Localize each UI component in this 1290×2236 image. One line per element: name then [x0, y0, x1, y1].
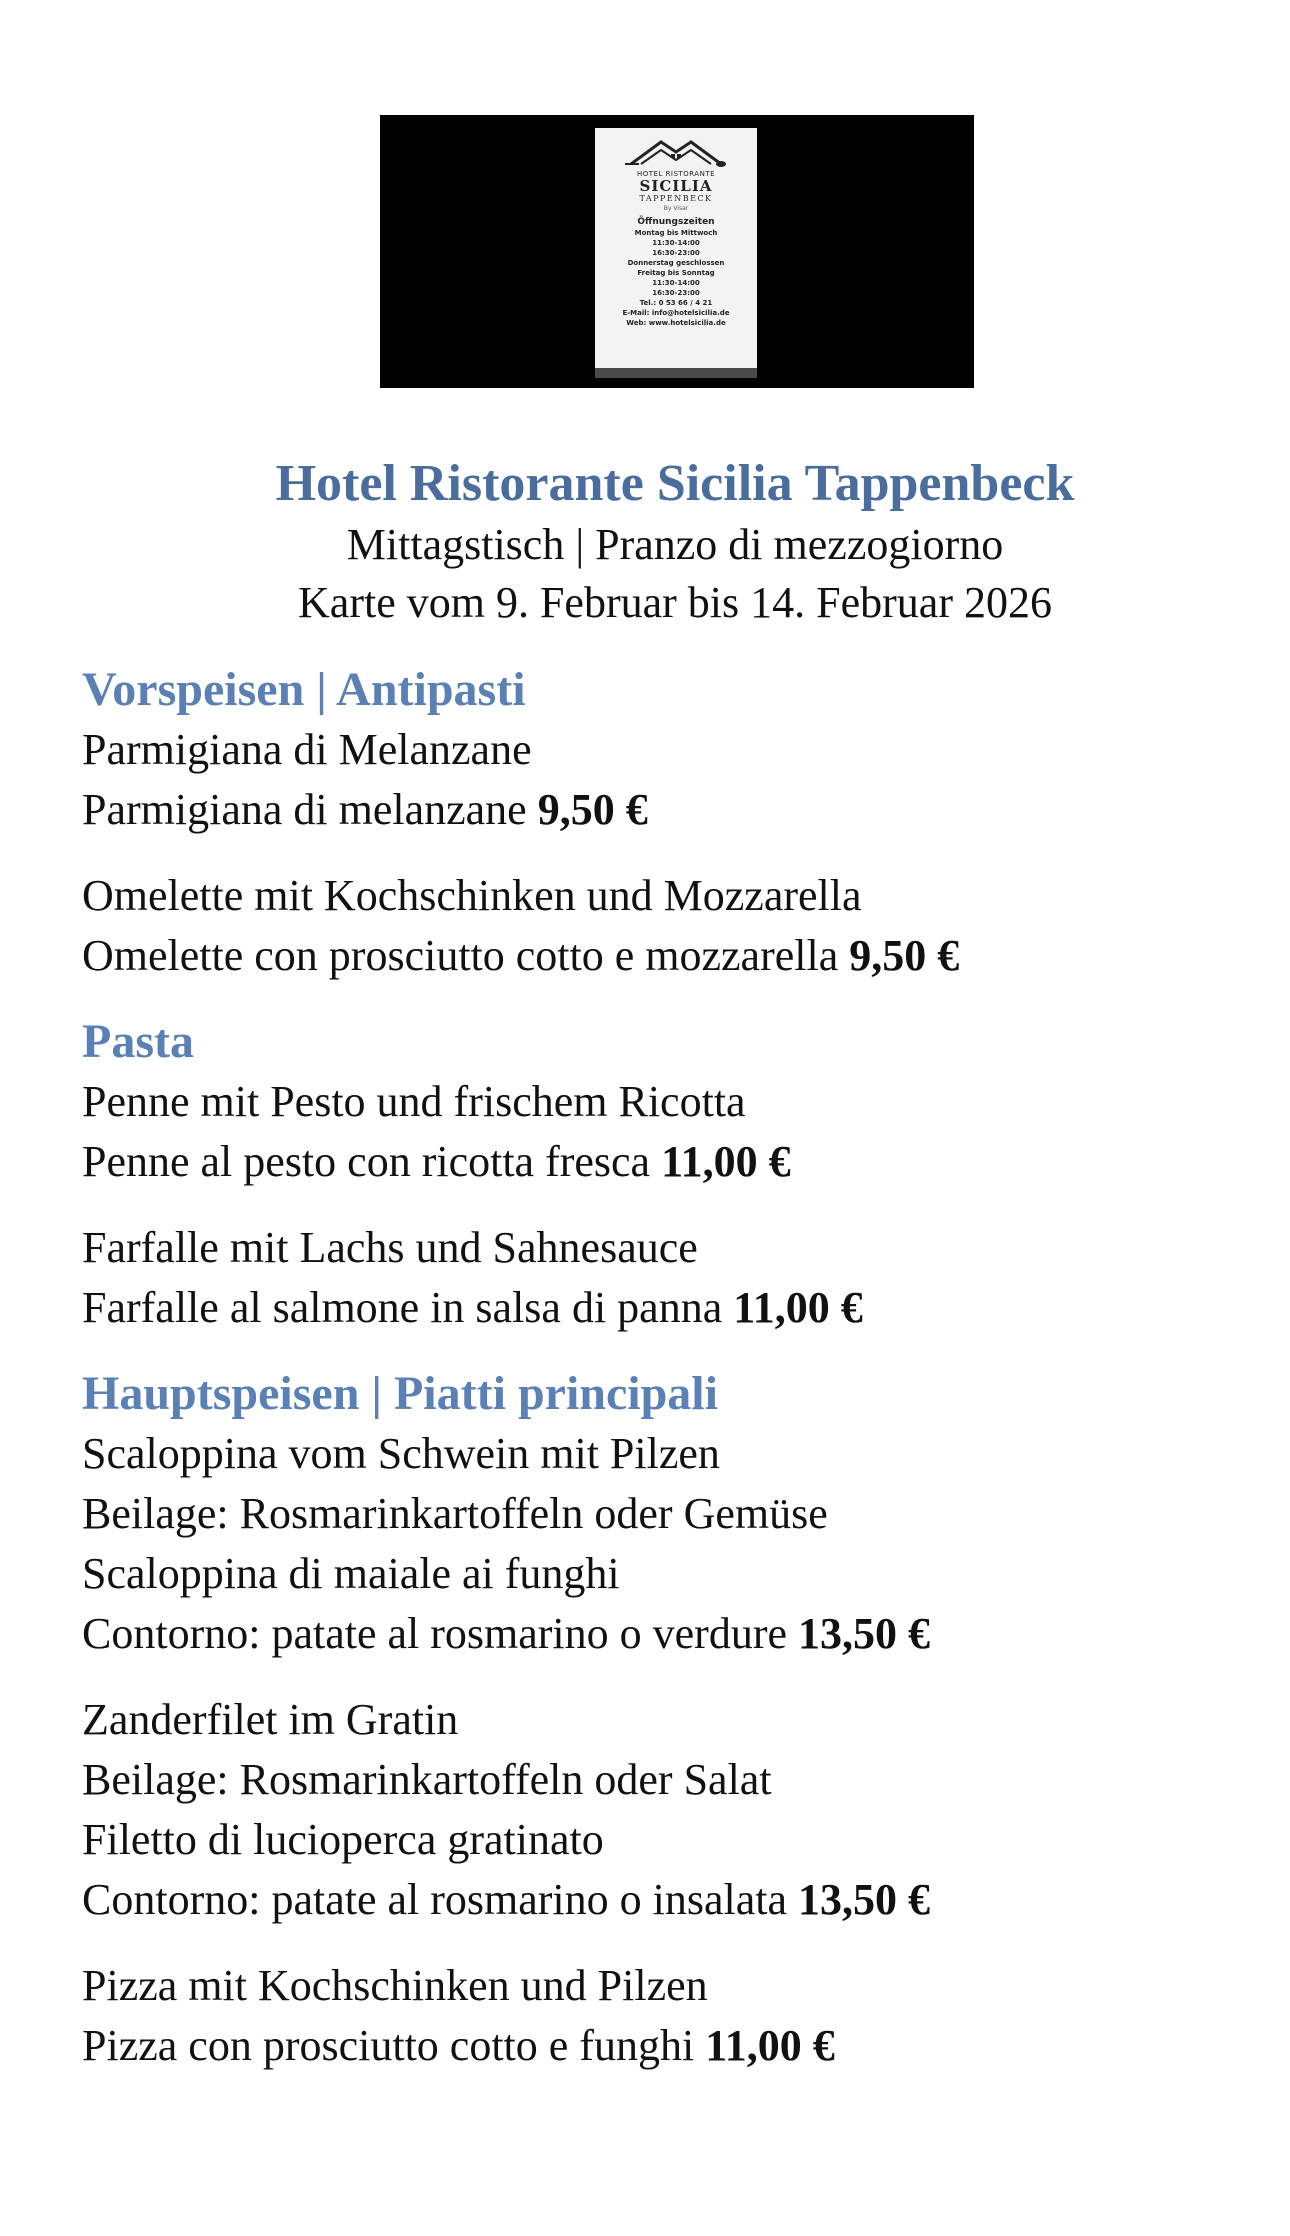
item-name-de: Omelette mit Kochschinken und Mozzarella — [82, 871, 862, 920]
section-antipasti — [82, 660, 1262, 986]
item-name-de: Penne mit Pesto und frischem Ricotta — [82, 1077, 746, 1126]
item-line-it — [82, 1870, 1262, 1930]
poster-hours-heading: Öffnungszeiten — [637, 217, 715, 227]
menu-item — [82, 1956, 1262, 2076]
item-name-it: Farfalle al salmone in salsa di panna — [82, 1283, 723, 1332]
poster-line: 16:30-23:00 — [652, 249, 700, 257]
item-name-it: Omelette con prosciutto cotto e mozzarella — [82, 931, 839, 980]
poster-line: Web: www.hotelsicilia.de — [626, 319, 726, 327]
item-name-it: Penne al pesto con ricotta fresca — [82, 1137, 651, 1186]
item-name-it: Scaloppina di maiale ai funghi — [82, 1549, 620, 1598]
item-name-it: Filetto di lucioperca gratinato — [82, 1815, 604, 1864]
poster-line: E-Mail: info@hotelsicilia.de — [622, 309, 730, 317]
section-title: Pasta — [82, 1015, 194, 1068]
poster-line: Tel.: 0 53 66 / 4 21 — [639, 299, 713, 307]
poster-line: Montag bis Mittwoch — [634, 229, 718, 237]
item-name-it: Pizza con prosciutto cotto e funghi — [82, 2021, 695, 2070]
section-title: Hauptspeisen | Piatti principali — [82, 1367, 718, 1420]
menu-header — [0, 452, 1290, 632]
item-line-it — [82, 1278, 1262, 1338]
poster-line: 11:30-14:00 — [652, 279, 700, 287]
page-subtitle: Mittagstisch | Pranzo di mezzogiorno — [346, 520, 1004, 569]
poster-by: By Visar — [663, 205, 689, 212]
poster-bottom-bar — [595, 368, 757, 378]
item-price: 13,50 € — [798, 1875, 931, 1924]
page-title: Hotel Ristorante Sicilia Tappenbeck — [275, 455, 1075, 512]
item-line-it — [82, 926, 1262, 986]
item-price: 11,00 € — [705, 2021, 835, 2070]
item-price: 11,00 € — [733, 1283, 863, 1332]
menu-list — [82, 660, 1262, 2102]
date-range: Karte vom 9. Februar bis 14. Februar 2026 — [298, 578, 1052, 627]
poster-line: Donnerstag geschlossen — [627, 259, 725, 267]
item-line-it — [82, 1604, 1262, 1664]
item-name-de: Parmigiana di Melanzane — [82, 725, 532, 774]
poster-line: Freitag bis Sonntag — [637, 269, 715, 277]
header-image — [380, 115, 974, 388]
poster-top-text: HOTEL RISTORANTE — [636, 170, 716, 178]
menu-item — [82, 1072, 1262, 1192]
item-name-de: Pizza mit Kochschinken und Pilzen — [82, 1961, 708, 2010]
menu-item — [82, 1218, 1262, 1338]
item-name-de: Scaloppina vom Schwein mit Pilzen — [82, 1429, 720, 1478]
menu-item — [82, 1424, 1262, 1664]
item-price: 9,50 € — [537, 785, 648, 834]
menu-item — [82, 1690, 1262, 1930]
item-name-de: Zanderfilet im Gratin — [82, 1695, 459, 1744]
poster-place: TAPPENBECK — [639, 194, 713, 203]
item-side-it: Contorno: patate al rosmarino o verdure — [82, 1609, 788, 1658]
item-line-it — [82, 780, 1262, 840]
item-price: 9,50 € — [849, 931, 960, 980]
menu-item — [82, 866, 1262, 986]
item-side-de: Beilage: Rosmarinkartoffeln oder Gemüse — [82, 1489, 828, 1538]
poster-line: 16:30-23:00 — [652, 289, 700, 297]
menu-item — [82, 720, 1262, 840]
section-pasta — [82, 1012, 1262, 1338]
section-main-courses — [82, 1364, 1262, 2076]
poster-name: SICILIA — [639, 177, 713, 195]
item-price: 13,50 € — [798, 1609, 931, 1658]
section-title: Vorspeisen | Antipasti — [82, 663, 526, 716]
item-line-it — [82, 1132, 1262, 1192]
item-name-de: Farfalle mit Lachs und Sahnesauce — [82, 1223, 698, 1272]
item-side-de: Beilage: Rosmarinkartoffeln oder Salat — [82, 1755, 772, 1804]
item-name-it: Parmigiana di melanzane — [82, 785, 527, 834]
opening-hours-poster — [595, 128, 757, 378]
house-logo-icon — [621, 134, 731, 170]
poster-line: 11:30-14:00 — [652, 239, 700, 247]
item-price: 11,00 € — [661, 1137, 791, 1186]
item-side-it: Contorno: patate al rosmarino o insalata — [82, 1875, 788, 1924]
item-line-it — [82, 2016, 1262, 2076]
